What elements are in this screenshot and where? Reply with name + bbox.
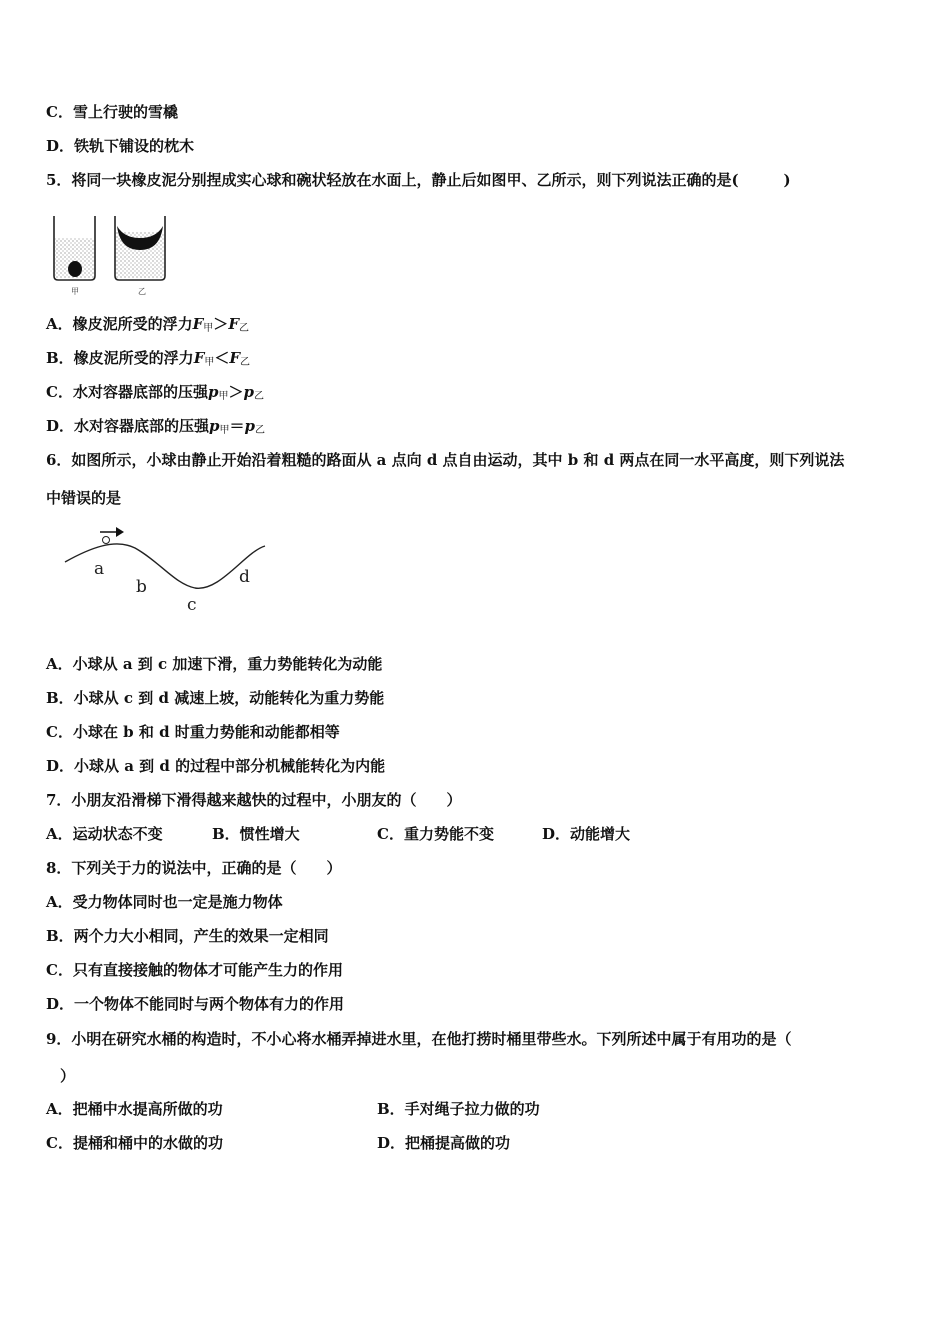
q7-stem: 7．小朋友沿滑梯下滑得越来越快的过程中，小朋友的（ ） xyxy=(46,791,462,809)
q8-stem: 8．下列关于力的说法中，正确的是（ ） xyxy=(46,859,342,877)
ball xyxy=(103,537,110,544)
q5-option-c-text: C．水对容器底部的压强 xyxy=(46,383,208,401)
q6-option-b: B．小球从 c 到 d 减速上坡，动能转化为重力势能 xyxy=(46,689,385,707)
var-f: F xyxy=(193,349,205,367)
q6-option-a: A．小球从 a 到 c 加速下滑，重力势能转化为动能 xyxy=(46,655,383,673)
var-f: F xyxy=(192,315,204,333)
var-p: p xyxy=(209,417,220,435)
q7-option-c: C．重力势能不变 xyxy=(377,825,494,843)
q5-option-a xyxy=(46,314,249,339)
sub-jia: 甲 xyxy=(203,323,214,334)
arrow-head-icon xyxy=(116,527,124,537)
q6-option-c: C．小球在 b 和 d 时重力势能和动能都相等 xyxy=(46,723,340,741)
q8-option-c: C．只有直接接触的物体才可能产生力的作用 xyxy=(46,961,343,979)
sub-jia: 甲 xyxy=(218,391,229,402)
fig-label-yi: 乙 xyxy=(138,287,146,296)
greater-than: ＞ xyxy=(228,383,244,401)
sub-jia: 甲 xyxy=(204,357,215,368)
q8-option-b: B．两个力大小相同，产生的效果一定相同 xyxy=(46,927,329,945)
var-f: F xyxy=(228,315,239,333)
container-yi xyxy=(115,216,165,280)
q5-option-a-text: A．橡皮泥所受的浮力 xyxy=(46,315,193,333)
q5-option-b xyxy=(46,348,250,373)
q4-option-d: D．铁轨下铺设的枕木 xyxy=(46,137,195,155)
q5-option-b-text: B．橡皮泥所受的浮力 xyxy=(46,349,194,367)
q6-figure-track xyxy=(60,524,270,616)
q6-stem-line1: 6．如图所示，小球由静止开始沿着粗糙的路面从 a 点向 d 点自由运动，其中 b 和 d 两点在同一水平高度，则下列说法 xyxy=(46,451,845,469)
point-b: b xyxy=(136,577,147,597)
sub-yi: 乙 xyxy=(255,425,266,436)
q8-option-a: A．受力物体同时也一定是施力物体 xyxy=(46,893,283,911)
fig-label-jia: 甲 xyxy=(71,287,79,296)
q4-option-c: C．雪上行驶的雪橇 xyxy=(46,103,178,121)
solid-clay-ball xyxy=(68,261,82,277)
q6-option-d: D．小球从 a 到 d 的过程中部分机械能转化为内能 xyxy=(46,757,386,775)
q9-option-a: A．把桶中水提高所做的功 xyxy=(46,1100,223,1118)
q5-figure-containers xyxy=(48,212,173,300)
greater-than: ＞ xyxy=(213,315,229,333)
point-c: c xyxy=(187,595,197,615)
q7-option-d: D．动能增大 xyxy=(542,825,631,843)
sub-yi: 乙 xyxy=(240,357,251,368)
var-p: p xyxy=(243,383,254,401)
var-f: F xyxy=(229,349,241,367)
q6-stem-line2: 中错误的是 xyxy=(46,489,122,507)
q7-option-b: B．惯性增大 xyxy=(212,825,300,843)
var-p: p xyxy=(207,383,219,401)
q9-option-b: B．手对绳子拉力做的功 xyxy=(377,1100,540,1118)
q9-option-c: C．提桶和桶中的水做的功 xyxy=(46,1134,223,1152)
sub-yi: 乙 xyxy=(253,391,264,402)
q7-option-a: A．运动状态不变 xyxy=(46,825,163,843)
q5-stem: 5．将同一块橡皮泥分别捏成实心球和碗状轻放在水面上，静止后如图甲、乙所示，则下列说法正确的是( ) xyxy=(46,171,791,189)
q9-option-d: D．把桶提高做的功 xyxy=(377,1134,511,1152)
q5-option-d xyxy=(46,416,265,441)
equals: ＝ xyxy=(229,417,245,435)
container-jia xyxy=(54,216,95,280)
q9-stem-line1: 9．小明在研究水桶的构造时，不小心将水桶弄掉进水里，在他打捞时桶里带些水。下列所述中属于有用功的是（ xyxy=(46,1030,792,1048)
var-p: p xyxy=(244,417,256,435)
point-d: d xyxy=(239,567,250,587)
less-than: ＜ xyxy=(214,349,230,367)
q5-option-c xyxy=(46,382,264,407)
q9-stem-line2: ） xyxy=(60,1067,76,1085)
point-a: a xyxy=(94,559,105,579)
q5-option-d-text: D．水对容器底部的压强 xyxy=(46,417,210,435)
sub-yi: 乙 xyxy=(238,323,249,334)
sub-jia: 甲 xyxy=(219,425,230,436)
q8-option-d: D．一个物体不能同时与两个物体有力的作用 xyxy=(46,995,345,1013)
